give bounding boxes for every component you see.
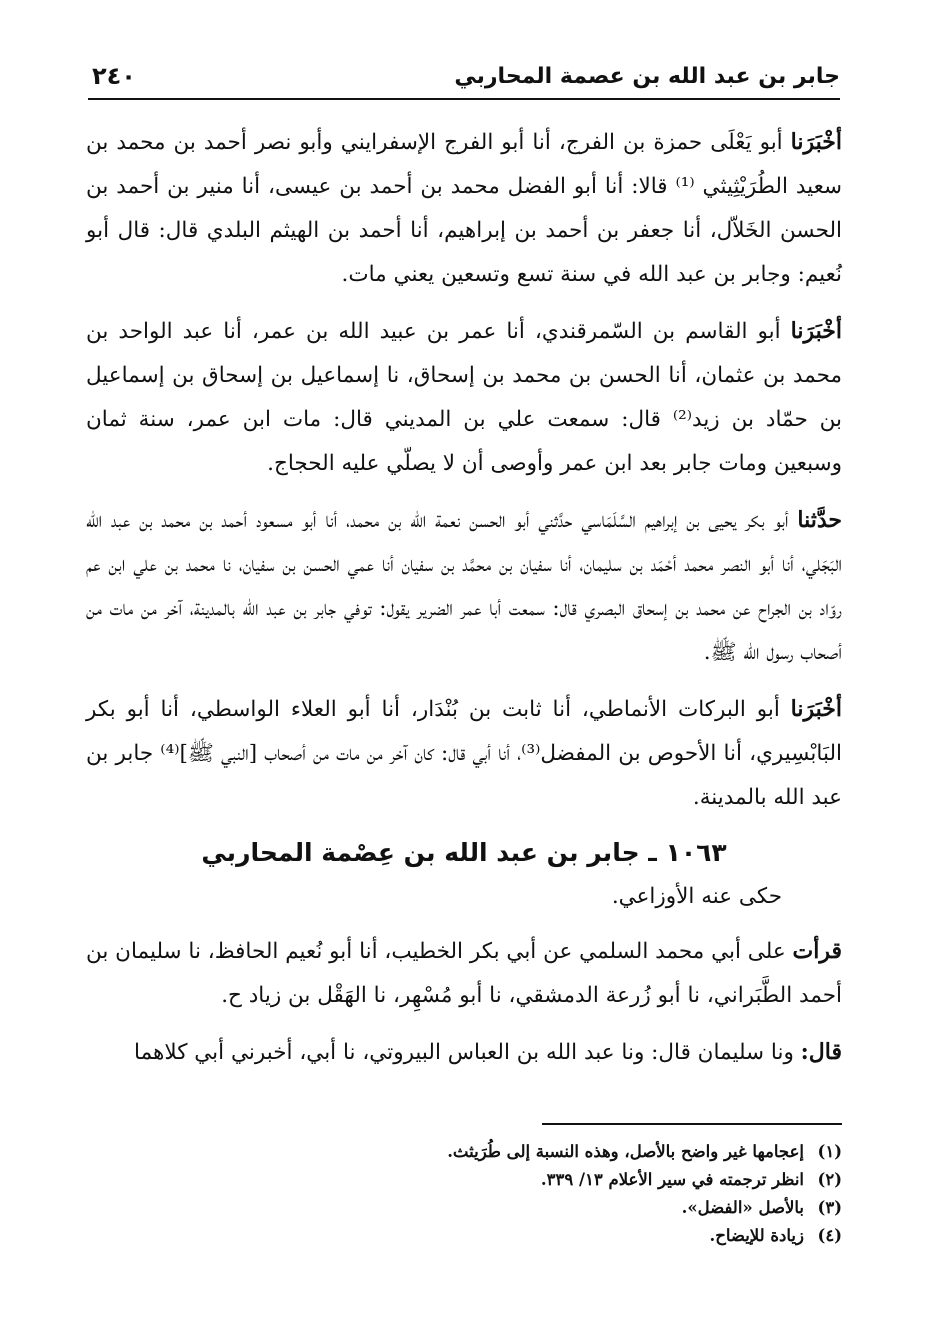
footnote-number: (٤) [817, 1226, 842, 1245]
footnote-text: انظر ترجمته في سير الأعلام ١٣/ ٣٣٩. [540, 1170, 804, 1189]
footnote [86, 1166, 842, 1194]
entry-subtitle: حكى عنه الأوزاعي. [611, 884, 782, 909]
paragraph-4 [86, 687, 842, 820]
paragraph-3 [86, 498, 842, 675]
paragraph-lead: قال: [800, 1039, 842, 1065]
paragraph-6 [86, 1030, 842, 1075]
paragraph-lead: حدَّثنا [797, 507, 842, 533]
footnote-text: زيادة للإيضاح. [709, 1226, 804, 1245]
paragraph-text: أبو يَعْلَى حمزة بن الفرج، أنا أبو الفرج الإسفرايني وأبو نصر أحمد بن محمد بن سعيد الطُرَيْثِيثي ⁽¹⁾ قالا: أنا أبو الفضل محمد بن أحمد بن عيسى، أنا منير بن أحمد بن الحسن الخَلاّل، أنا جعفر بن أحمد بن إبراهيم، أنا أحمد بن الهيثم البلدي قال: قال أبو نُعيم: وجابر بن عبد الله في سنة تسع وتسعين يعني مات. [86, 130, 842, 287]
footnote-text: بالأصل «الفضل». [681, 1198, 804, 1217]
paragraph-lead: أخْبَرَنا [790, 129, 842, 155]
paragraph-5 [86, 929, 842, 1018]
paragraph-lead: أخْبَرَنا [790, 318, 842, 344]
footnote-number: (١) [817, 1142, 842, 1161]
footnotes [86, 1138, 842, 1250]
running-title: جابر بن عبد الله بن عصمة المحاربي [454, 64, 840, 89]
page-number: ٢٤٠ [92, 62, 136, 90]
paragraph-2 [86, 309, 842, 486]
footnote-number: (٣) [817, 1198, 842, 1217]
footnote-divider [542, 1123, 842, 1125]
paragraph-text: أبو القاسم بن السّمرقندي، أنا عمر بن عبيد الله بن عمر، أنا عبد الواحد بن محمد بن عثمان، أنا الحسن بن محمد بن إسحاق، نا إسماعيل بن إسحاق بن إسماعيل بن حمّاد بن زيد⁽²⁾ قال: سمعت علي بن المديني قال: مات ابن عمر، سنة ثمان وسبعين ومات جابر بعد ابن عمر وأوصى أن لا يصلّي عليه الحجاج. [86, 319, 843, 476]
footnote [86, 1194, 842, 1222]
entry-heading: ١٠٦٣ ـ جابر بن عبد الله بن عِصْمة المحاربي [201, 838, 727, 867]
footnote-text: إعجامها غير واضح بالأصل، وهذه النسبة إلى طُرَيثث. [447, 1142, 804, 1161]
paragraph-text: على أبي محمد السلمي عن أبي بكر الخطيب، أنا أبو نُعيم الحافظ، نا سليمان بن أحمد الطَّبَراني، نا أبو زُرعة الدمشقي، نا أبو مُسْهِر، نا الهَقْل بن زياد ح. [86, 939, 842, 1008]
page-body [86, 120, 842, 1087]
paragraph-text: أبو البركات الأنماطي، أنا ثابت بن بُنْدَار، أنا أبو العلاء الواسطي، أنا أبو بكر البَابْسِيري، أنا الأحوص بن المفضل⁽³⁾، أنا أبي قال: كان آخر من مات من أصحاب [النبي ﷺ]⁽⁴⁾ جابر بن عبد الله بالمدينة. [86, 697, 842, 810]
footnote [86, 1222, 842, 1250]
page-header [88, 58, 840, 100]
footnote [86, 1138, 842, 1166]
paragraph-text: أبو بكر يحيى بن إبراهيم السَّلَمَاسي حدَّثني أبو الحسن نعمة الله بن محمد، أنا أبو مسعود أحمد بن محمد بن عبد الله البَجَلي، أنا أبو النصر محمد أحْمَد بن سليمان، أنا سفيان بن محمَّد بن سفيان أنا عمي الحسن بن سفيان، نا محمد بن علي ابن عم روّاد بن الجراح عن محمد بن إسحاق البصري قال: سمعت أبا عمر الضرير يقول: توفي جابر بن عبد الله بالمدينة، آخر من مات من أصحاب رسول الله ﷺ. [86, 508, 842, 665]
paragraph-text: ونا سليمان قال: ونا عبد الله بن العباس البيروتي، نا أبي، أخبرني أبي كلاهما [134, 1040, 801, 1065]
paragraph-lead: أخْبَرَنا [790, 696, 842, 722]
footnote-number: (٢) [817, 1170, 842, 1189]
paragraph-lead: قرأت [792, 938, 842, 964]
paragraph-1 [86, 120, 842, 297]
